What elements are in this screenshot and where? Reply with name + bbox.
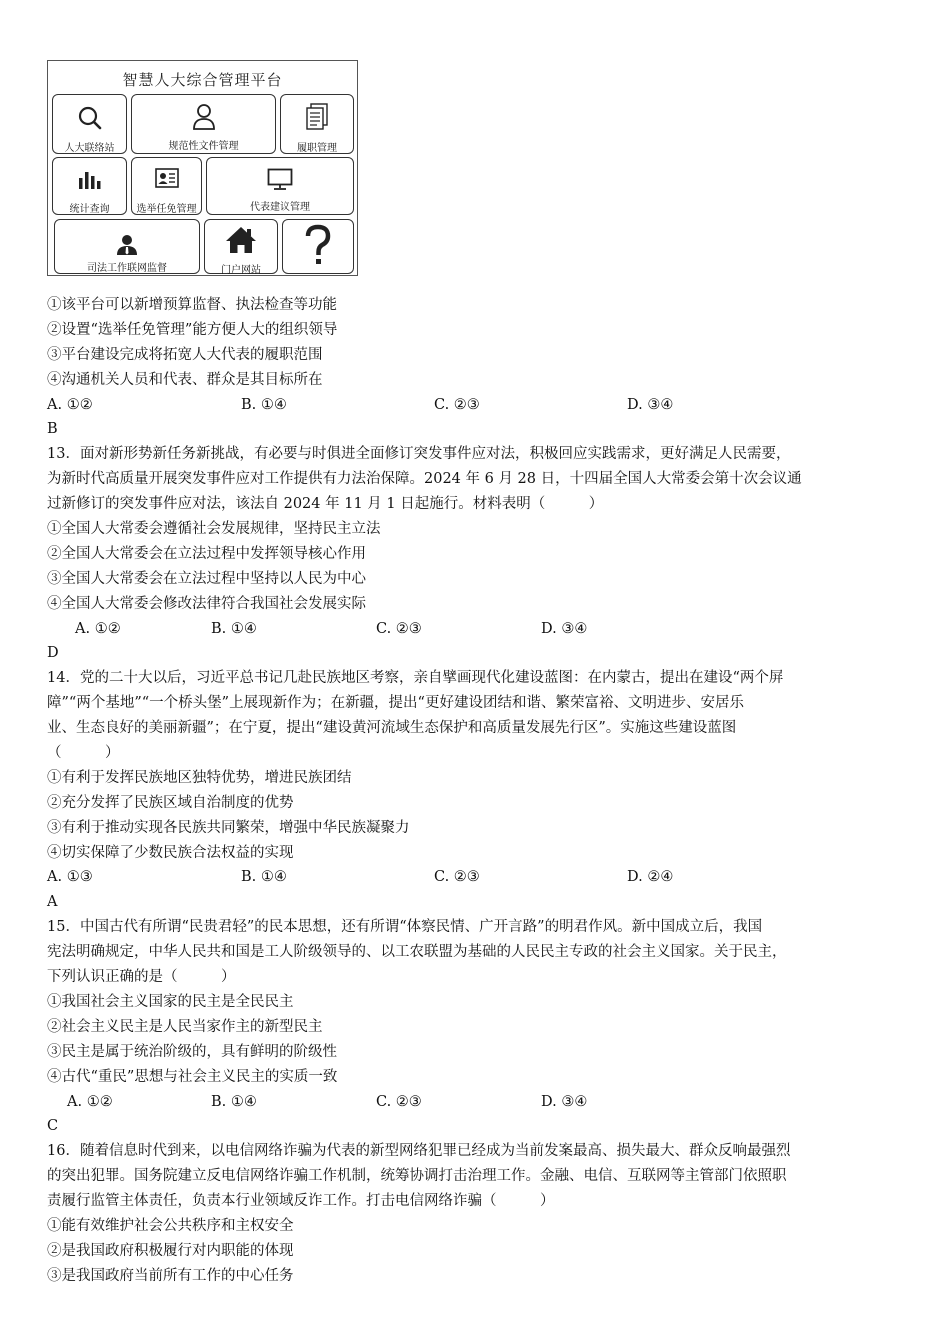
tile-label: 选举任免管理: [136, 204, 197, 215]
question-stem: 责履行监管主体责任，负责本行业领域反诈工作。打击电信网络诈骗（ ）: [47, 1193, 555, 1210]
question-stem: 下列认识正确的是（ ）: [47, 969, 236, 986]
choice-item: ②全国人大常委会在立法过程中发挥领导核心作用: [47, 545, 366, 562]
question-stem: 为新时代高质量开展突发事件应对工作提供有力法治保障。2024 年 6 月 28 日，十四届全国人大常委会第十次会议通: [47, 471, 802, 488]
tile-election-appointment: [131, 157, 202, 215]
tile-label: 代表建议管理: [250, 202, 310, 213]
answer: C: [47, 1118, 59, 1135]
question-14: [47, 666, 907, 915]
options-row: [47, 865, 907, 890]
answer: B: [47, 421, 58, 438]
choice-item: ②设置“选举任免管理”能方便人大的组织领导: [47, 321, 338, 338]
option-c: C. ②③: [434, 396, 480, 413]
option-d: D. ③④: [541, 620, 588, 637]
question-stem: 16．随着信息时代到来，以电信网络诈骗为代表的新型网络犯罪已经成为当前发案最高、损失最大、群众反响最强烈: [47, 1143, 791, 1160]
user-tie-icon: [115, 234, 139, 256]
choice-item: ①有利于发挥民族地区独特优势，增进民族团结: [47, 769, 352, 786]
tile-label: 门户网站: [221, 265, 261, 276]
choice-item: ③全国人大常委会在立法过程中坚持以人民为中心: [47, 570, 366, 587]
options-row: [47, 393, 907, 418]
options-row: [47, 1090, 907, 1115]
choice-item: ④全国人大常委会修改法律符合我国社会发展实际: [47, 595, 366, 612]
tile-label: 统计查询: [69, 204, 110, 215]
tile-duty-management: [280, 94, 354, 154]
option-d: D. ③④: [541, 1093, 588, 1110]
question-stem: 的突出犯罪。国务院建立反电信网络诈骗工作机制，统筹协调打击治理工作。金融、电信、互联网等主管部门依照职: [47, 1168, 787, 1185]
choice-item: ①我国社会主义国家的民主是全民民主: [47, 993, 294, 1010]
tile-proposals: [206, 157, 354, 215]
choice-item: ②社会主义民主是人民当家作主的新型民主: [47, 1018, 323, 1035]
monitor-icon: [267, 168, 293, 190]
question-icon: [303, 224, 333, 270]
question-document: [47, 293, 907, 1289]
options-row: [47, 617, 907, 642]
option-b: B. ①④: [241, 869, 287, 886]
question-stem: 宪法明确规定，中华人民共和国是工人阶级领导的、以工农联盟为基础的人民民主专政的社会主义国家。关于民主，: [47, 944, 787, 961]
option-a: A. ①②: [47, 396, 93, 413]
answer: A: [47, 894, 58, 911]
choice-item: ③民主是属于统治阶级的，具有鲜明的阶级性: [47, 1043, 337, 1060]
platform-title: 智慧人大综合管理平台: [122, 71, 283, 89]
choice-item: ④切实保障了少数民族合法权益的实现: [47, 844, 294, 861]
tile-help: [282, 219, 354, 274]
option-a: A. ①②: [75, 620, 121, 637]
choice-item: ③有利于推动实现各民族共同繁荣，增强中华民族凝聚力: [47, 819, 410, 836]
choice-item: ③是我国政府当前所有工作的中心任务: [47, 1267, 294, 1284]
choice-item: ①能有效维护社会公共秩序和主权安全: [47, 1217, 294, 1234]
choice-item: ②充分发挥了民族区域自治制度的优势: [47, 794, 294, 811]
question-stem: 障”“两个基地”“一个桥头堡”上展现新作为；在新疆，提出“更好建设团结和谐、繁荣富裕、文明进步、安居乐: [47, 695, 744, 712]
choice-item: ③平台建设完成将拓宽人大代表的履职范围: [47, 346, 323, 363]
home-icon: [225, 226, 257, 254]
question-15: [47, 915, 907, 1139]
option-a: A. ①②: [67, 1093, 113, 1110]
platform-diagram: [47, 60, 358, 276]
question-16: [47, 1139, 907, 1288]
question-stem: 过新修订的突发事件应对法，该法自 2024 年 11 月 1 日起施行。材料表明（ ）: [47, 496, 604, 513]
option-b: B. ①④: [241, 396, 287, 413]
question-13: [47, 442, 907, 666]
tile-label: 司法工作联网监督: [87, 263, 167, 274]
tile-label: 规范性文件管理: [168, 141, 239, 152]
option-c: C. ②③: [434, 869, 480, 886]
search-icon: [77, 105, 103, 131]
option-a: A. ①③: [47, 869, 93, 886]
tile-liaison-station: [52, 94, 127, 154]
id-card-icon: [155, 168, 179, 188]
option-c: C. ②③: [376, 620, 422, 637]
tile-statistics: [52, 157, 127, 215]
option-b: B. ①④: [211, 620, 257, 637]
bar-chart-icon: [77, 170, 103, 190]
question-stem: 14．党的二十大以后，习近平总书记几赴民族地区考察，亲自擘画现代化建设蓝图：在内蒙古，提出在建设“两个屏: [47, 670, 784, 687]
tile-label: 人大联络站: [64, 143, 115, 154]
tile-portal: [204, 219, 278, 274]
tile-normative-docs: [131, 94, 276, 154]
option-d: D. ②④: [627, 869, 674, 886]
document-icon: [305, 103, 329, 131]
tile-label: 履职管理: [297, 143, 337, 154]
choice-item: ②是我国政府积极履行对内职能的体现: [47, 1242, 294, 1259]
choice-item: ①该平台可以新增预算监督、执法检查等功能: [47, 297, 337, 313]
question-12: [47, 293, 907, 442]
tile-judicial-supervision: [54, 219, 200, 274]
answer: D: [47, 645, 59, 662]
choice-item: ①全国人大常委会遵循社会发展规律，坚持民主立法: [47, 521, 381, 538]
person-icon: [192, 103, 216, 131]
question-stem: 15．中国古代有所谓“民贵君轻”的民本思想，还有所谓“体察民情、广开言路”的明君作风。新中国成立后，我国: [47, 919, 763, 936]
option-b: B. ①④: [211, 1093, 257, 1110]
question-stem: （ ）: [47, 745, 120, 762]
option-d: D. ③④: [627, 396, 674, 413]
choice-item: ④古代“重民”思想与社会主义民主的实质一致: [47, 1068, 338, 1085]
question-stem: 13．面对新形势新任务新挑战，有必要与时俱进全面修订突发事件应对法，积极回应实践需求，更好满足人民需要，: [47, 446, 791, 463]
choice-item: ④沟通机关人员和代表、群众是其目标所在: [47, 371, 323, 388]
option-c: C. ②③: [376, 1093, 422, 1110]
question-stem: 业、生态良好的美丽新疆”；在宁夏，提出“建设黄河流域生态保护和高质量发展先行区”。实施这些建设蓝图: [47, 720, 737, 737]
